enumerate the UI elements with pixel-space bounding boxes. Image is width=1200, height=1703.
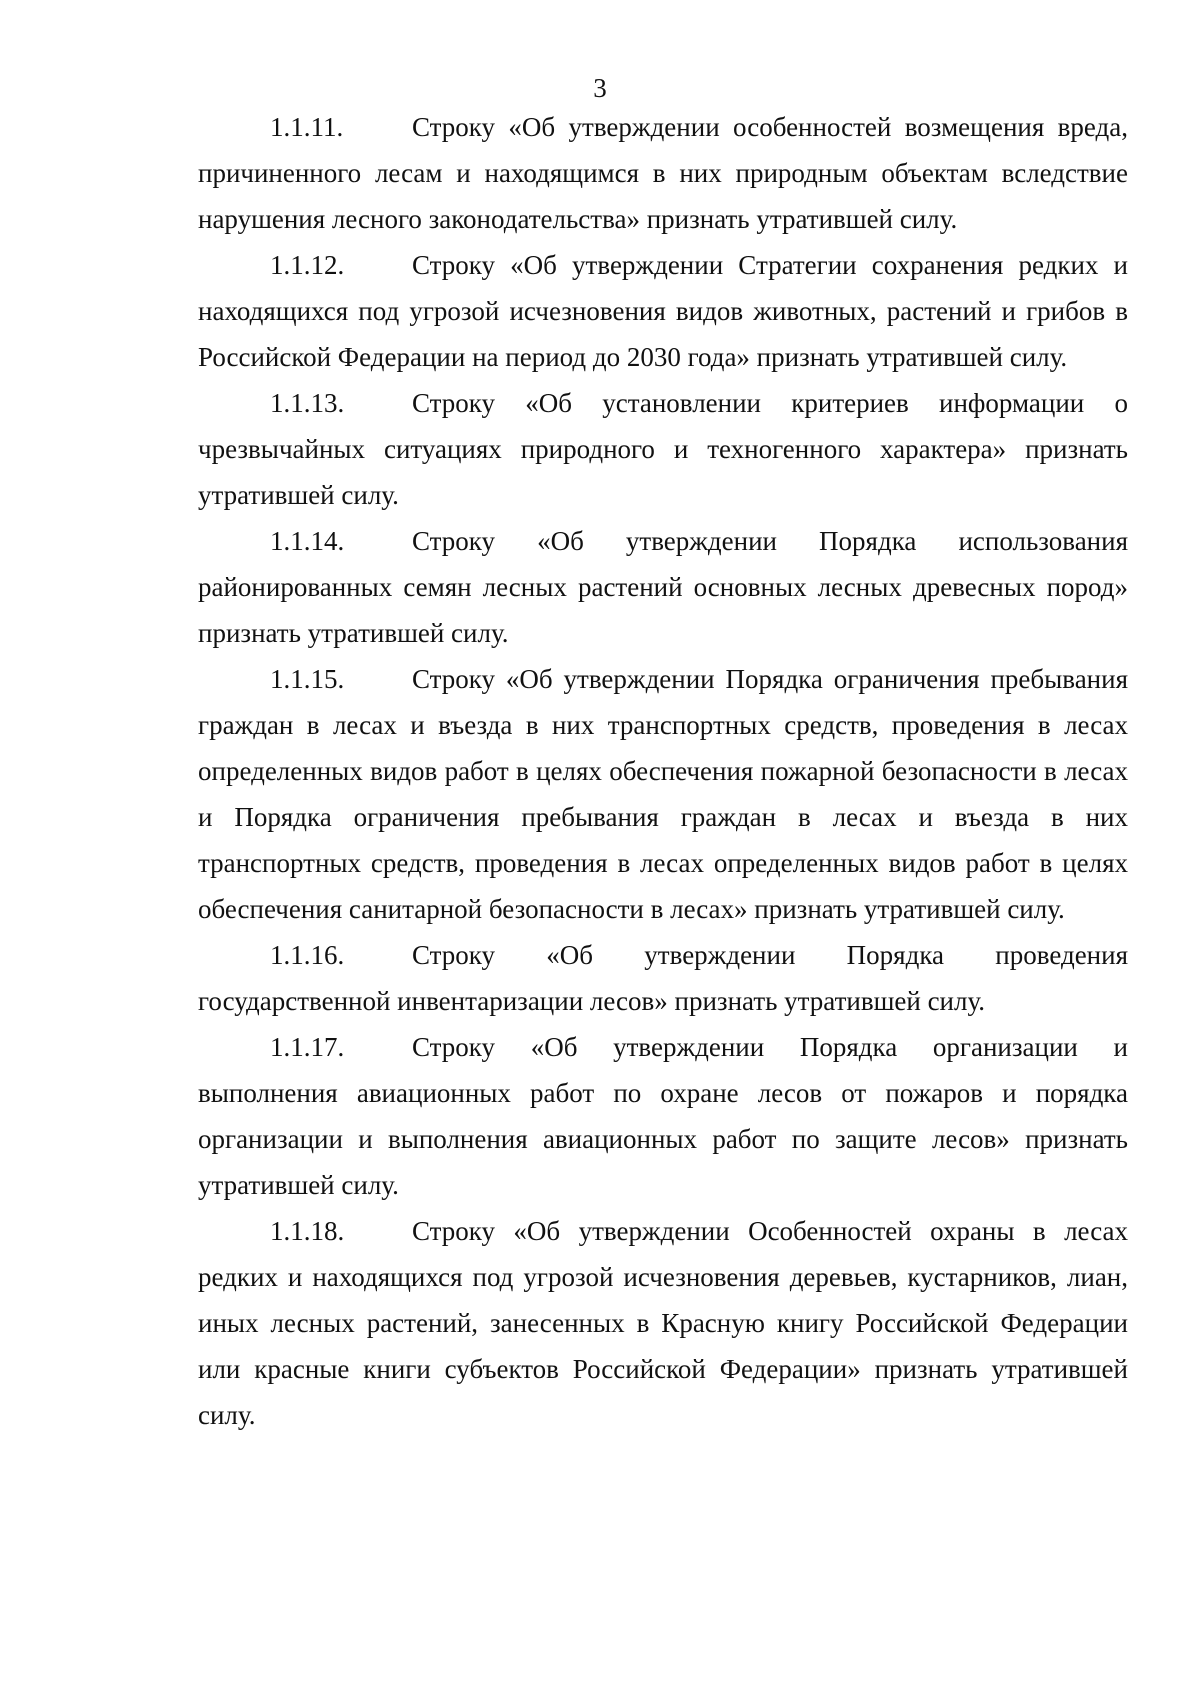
clause-number: 1.1.15. — [270, 664, 345, 694]
clause-number: 1.1.18. — [270, 1216, 345, 1246]
clause-text: Строку «Об установлении критериев информации о чрезвычайных ситуациях природного и техногенного характера» признать утратившей силу. — [198, 388, 1128, 510]
clause-text: Строку «Об утверждении Порядка использования районированных семян лесных растений основных лесных древесных пород» признать утратившей силу. — [198, 526, 1128, 648]
clause-number: 1.1.17. — [270, 1032, 345, 1062]
clause-text: Строку «Об утверждении Стратегии сохранения редких и находящихся под угрозой исчезновения видов животных, растений и грибов в Российской Федерации на период до 2030 года» признать утратившей силу. — [198, 250, 1128, 372]
clause-text: Строку «Об утверждении особенностей возмещения вреда, причиненного лесам и находящимся в них природным объектам вследствие нарушения лесного законодательства» признать утратившей силу. — [198, 112, 1128, 234]
clause-1-1-18 — [198, 1208, 1128, 1438]
clause-text: Строку «Об утверждении Особенностей охраны в лесах редких и находящихся под угрозой исчезновения деревьев, кустарников, лиан, иных лесных растений, занесенных в Красную книгу Российской Федерации или красные книги субъектов Российской Федерации» признать утратившей силу. — [198, 1216, 1128, 1430]
page-number: 3 — [593, 73, 607, 103]
clause-text: Строку «Об утверждении Порядка организации и выполнения авиационных работ по охране лесов от пожаров и порядка организации и выполнения авиационных работ по защите лесов» признать утратившей силу. — [198, 1032, 1128, 1200]
clause-1-1-16 — [198, 932, 1128, 1024]
clause-text: Строку «Об утверждении Порядка проведения государственной инвентаризации лесов» признать утратившей силу. — [198, 940, 1128, 1016]
clause-1-1-17 — [198, 1024, 1128, 1208]
clause-1-1-12 — [198, 242, 1128, 380]
clause-1-1-13 — [198, 380, 1128, 518]
clause-number: 1.1.12. — [270, 250, 345, 280]
clause-number: 1.1.11. — [270, 112, 344, 142]
clause-1-1-14 — [198, 518, 1128, 656]
clause-text: Строку «Об утверждении Порядка ограничения пребывания граждан в лесах и въезда в них транспортных средств, проведения в лесах определенных видов работ в целях обеспечения пожарной безопасности в лесах и Порядка ограничения пребывания граждан в лесах и въезда в них транспортных средств, проведения в лесах определенных видов работ в целях обеспечения санитарной безопасности в лесах» признать утратившей силу. — [198, 664, 1128, 924]
document-body — [198, 104, 1128, 1438]
clause-number: 1.1.13. — [270, 388, 345, 418]
clause-number: 1.1.14. — [270, 526, 345, 556]
clause-1-1-11 — [198, 104, 1128, 242]
clause-number: 1.1.16. — [270, 940, 345, 970]
clause-1-1-15 — [198, 656, 1128, 932]
